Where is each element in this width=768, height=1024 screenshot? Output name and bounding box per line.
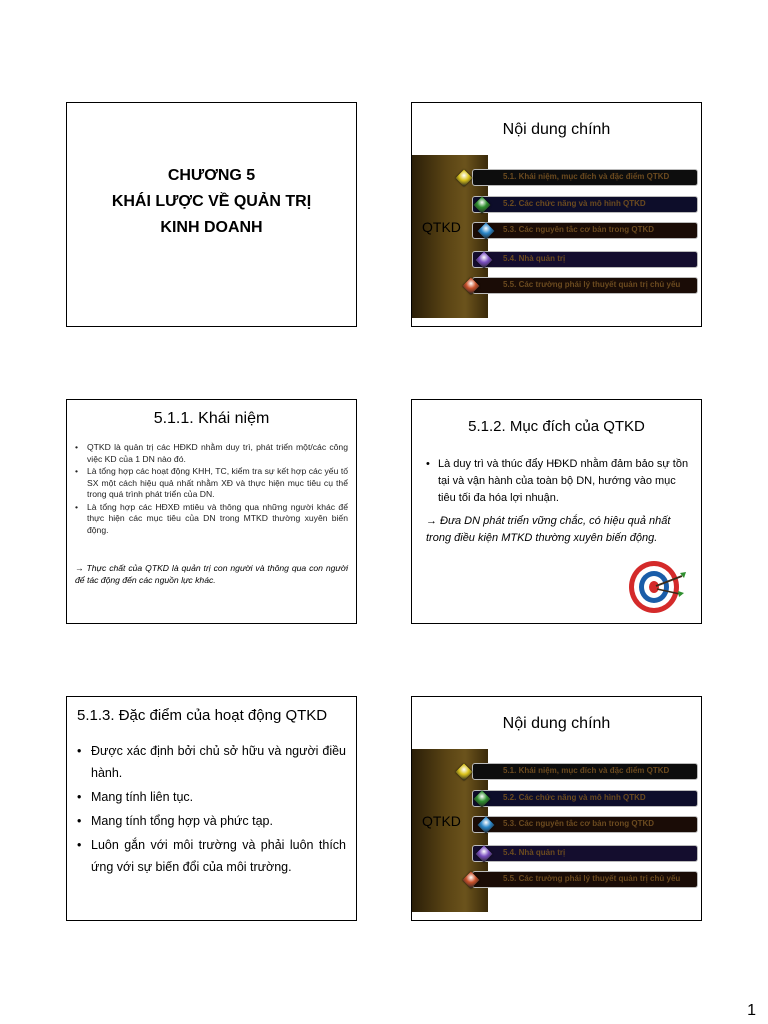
slide-characteristics (66, 696, 357, 921)
slide-heading: Nội dung chính (502, 121, 611, 138)
bullet-item: • Là tổng hợp các HĐXĐ mtiêu và thông qua những người khác để thực hiện các mục tiêu của DN trong MTKD thường xuyên biến động. (75, 502, 348, 537)
contents-item-text: 5.5. Các trường phái lý thuyết quản trị chủ yếu (503, 874, 681, 883)
contents-item-text: 5.4. Nhà quản trị (503, 254, 566, 263)
bullet-item: • Mang tính tổng hợp và phức tạp. (77, 810, 346, 832)
contents-item (472, 196, 698, 213)
contents-item-text: 5.5. Các trường phái lý thuyết quản trị chủ yếu (503, 280, 681, 289)
contents-diagram (412, 155, 701, 318)
bullet-item: • QTKD là quản trị các HĐKD nhằm duy trì, phát triển một/các công việc KD của 1 DN nào đó. (75, 442, 348, 465)
slide-concept (66, 399, 357, 624)
conclusion-note: → Đưa DN phát triển vững chắc, có hiệu quả nhất trong điều kiện MTKD thường xuyên biến động. (426, 515, 671, 544)
conclusion-note: → Thực chất của QTKD là quản trị con người và thông qua con người để tác động đến các nguồn lực khác. (75, 563, 348, 585)
bullet-item: • Là tổng hợp các hoạt động KHH, TC, kiểm tra sự kết hợp các yếu tố SX một cách hiệu quả nhất nhằm XĐ và thực hiện mục tiêu cụ thể trong quá trình phát triển của DN. (75, 466, 348, 501)
contents-item-text: 5.3. Các nguyên tắc cơ bản trong QTKD (503, 225, 655, 234)
bullet-item: • Luôn gắn với môi trường và phải luôn thích ứng với sự biến đổi của môi trường. (77, 834, 346, 878)
contents-item (472, 251, 698, 268)
contents-item (472, 169, 698, 186)
contents-item-text: 5.1. Khái niệm, mục đích và đặc điểm QTKD (503, 172, 670, 181)
slide-chapter-title (66, 102, 357, 327)
contents-item-text: 5.3. Các nguyên tắc cơ bản trong QTKD (503, 819, 655, 828)
slide-heading: Nội dung chính (502, 715, 611, 732)
contents-item (472, 845, 698, 862)
chapter-title (67, 163, 356, 241)
chapter-title-line: KHÁI LƯỢC VỀ QUẢN TRỊ (111, 193, 312, 210)
contents-item (472, 816, 698, 833)
contents-item-text: 5.4. Nhà quản trị (503, 848, 566, 857)
chapter-title-line: CHƯƠNG 5 (167, 167, 256, 184)
bullet-list (77, 740, 346, 880)
bullet-item: • Mang tính liên tục. (77, 786, 346, 808)
bullet-item: • Được xác định bởi chủ sở hữu và người điều hành. (77, 740, 346, 784)
contents-item-text: 5.1. Khái niệm, mục đích và đặc điểm QTKD (503, 766, 670, 775)
contents-item (472, 871, 698, 888)
contents-diagram (412, 749, 701, 912)
contents-item (472, 790, 698, 807)
bullet-list (426, 456, 689, 507)
contents-item (472, 222, 698, 239)
slide-heading: 5.1.2. Mục đích của QTKD (468, 418, 645, 435)
slide-contents (411, 102, 702, 327)
target-icon (624, 556, 688, 616)
diagram-center-label: QTKD (422, 219, 461, 235)
page-number: 1 (747, 1002, 756, 1019)
bullet-item: • Là duy trì và thúc đẩy HĐKD nhằm đảm bảo sự tồn tại và vận hành của toàn bộ DN, hướng vào mục tiêu tối đa hóa lợi nhuận. (426, 456, 689, 507)
contents-item (472, 763, 698, 780)
chapter-title-line: KINH DOANH (160, 219, 263, 236)
bullet-list (75, 442, 348, 537)
slide-heading: 5.1.3. Đặc điểm của hoạt động QTKD (77, 707, 328, 724)
slide-contents-repeat (411, 696, 702, 921)
contents-item (472, 277, 698, 294)
contents-item-text: 5.2. Các chức năng và mô hình QTKD (503, 793, 646, 802)
diagram-center-label: QTKD (422, 813, 461, 829)
contents-item-text: 5.2. Các chức năng và mô hình QTKD (503, 199, 646, 208)
slide-purpose (411, 399, 702, 624)
slide-heading: 5.1.1. Khái niệm (153, 410, 270, 427)
